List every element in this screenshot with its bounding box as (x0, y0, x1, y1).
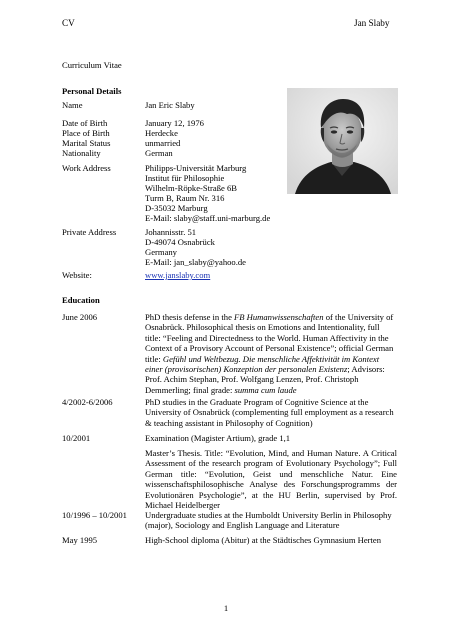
header-right: Jan Slaby (354, 18, 390, 28)
education-date: 10/1996 – 10/2001 (62, 510, 127, 520)
portrait-image (287, 88, 398, 194)
website-link[interactable]: www.janslaby.com (145, 270, 211, 280)
work-address-line: Institut für Philosophie (145, 173, 225, 183)
entry-text: PhD thesis defense in the (145, 312, 235, 322)
education-entry-masters-thesis: Master’s Thesis. Title: “Evolution, Mind, and Human Nature. A Critical Assessment of the research program of Evolutionary Psychology”; Full German title: “Evolution, Geist und menschliche Natur. Eine wissenschaftsphilosophische Analyse des Forschungsprogramms der Evolutionären Psychologie”, at the HU Berlin, supervised by Prof. Michael Heidelberger (145, 448, 397, 511)
marital-label: Marital Status (62, 138, 111, 148)
header-left: CV (62, 18, 75, 28)
work-address-label: Work Address (62, 163, 111, 173)
dob-label: Date of Birth (62, 118, 108, 128)
education-entry-undergrad: Undergraduate studies at the Humboldt University Berlin in Philosophy (major), Sociology and English Language and Literature (145, 510, 392, 531)
pob-label: Place of Birth (62, 128, 110, 138)
nationality-value: German (145, 148, 173, 158)
name-value: Jan Eric Slaby (145, 100, 195, 110)
nationality-label: Nationality (62, 148, 101, 158)
entry-text-italic: Gefühl und Weltbezug. Die menschliche Affektivität im Kontext einer (provisorischen) Konzeption der personalen Existenz (145, 353, 380, 375)
education-date: June 2006 (62, 312, 98, 322)
private-address-label: Private Address (62, 227, 117, 237)
education-entry-magister: Examination (Magister Artium), grade 1,1 (145, 433, 291, 443)
page-number: 1 (223, 603, 229, 613)
marital-value: unmarried (145, 138, 181, 148)
entry-text-italic: FB Humanwissenschaften (234, 312, 324, 322)
work-email: E-Mail: slaby@staff.uni-marburg.de (145, 213, 271, 223)
education-entry-phd-studies: PhD studies in the Graduate Program of Cognitive Science at the University of Osnabrück (complementing full employment as a research & teaching assistant in Philosophy of Cognition) (145, 397, 394, 428)
entry-text-italic: summa cum laude (234, 384, 297, 395)
work-address-line: Philipps-Universität Marburg (145, 163, 247, 173)
work-address-line: D-35032 Marburg (145, 203, 208, 213)
website-label: Website: (62, 270, 92, 280)
document-title: Curriculum Vitae (62, 60, 122, 70)
education-date: May 1995 (62, 535, 98, 545)
pob-value: Herdecke (145, 128, 178, 138)
name-label: Name (62, 100, 83, 110)
work-address-line: Turm B, Raum Nr. 316 (145, 193, 225, 203)
entry-text: ; Advisors: Prof. Achim Stephan, Prof. Wolfgang Lenzen, Prof. Christoph Demmerling; final grade: (145, 364, 385, 395)
entry-text: of the University of Osnabrück. Philosophical thesis on Emotions and Intentionality, full title: “Feeling and Directedness to the World. Human Affectivity in the Context of a Provisory Account of Personal Existence”; official German title: (145, 312, 394, 364)
private-email: E-Mail: jan_slaby@yahoo.de (145, 257, 246, 267)
private-address-line: D-49074 Osnabrück (145, 237, 215, 247)
portrait-photo (287, 88, 398, 194)
personal-details-heading: Personal Details (62, 86, 122, 96)
education-entry-phd-defense (145, 312, 397, 395)
education-date: 10/2001 (62, 433, 91, 443)
education-entry-abitur: High-School diploma (Abitur) at the Städtisches Gymnasium Herten (145, 535, 382, 545)
private-address-line: Johannisstr. 51 (145, 227, 197, 237)
education-date: 4/2002-6/2006 (62, 397, 113, 407)
private-address-line: Germany (145, 247, 177, 257)
work-address-line: Wilhelm-Röpke-Straße 6B (145, 183, 238, 193)
education-heading: Education (62, 295, 100, 305)
dob-value: January 12, 1976 (145, 118, 204, 128)
